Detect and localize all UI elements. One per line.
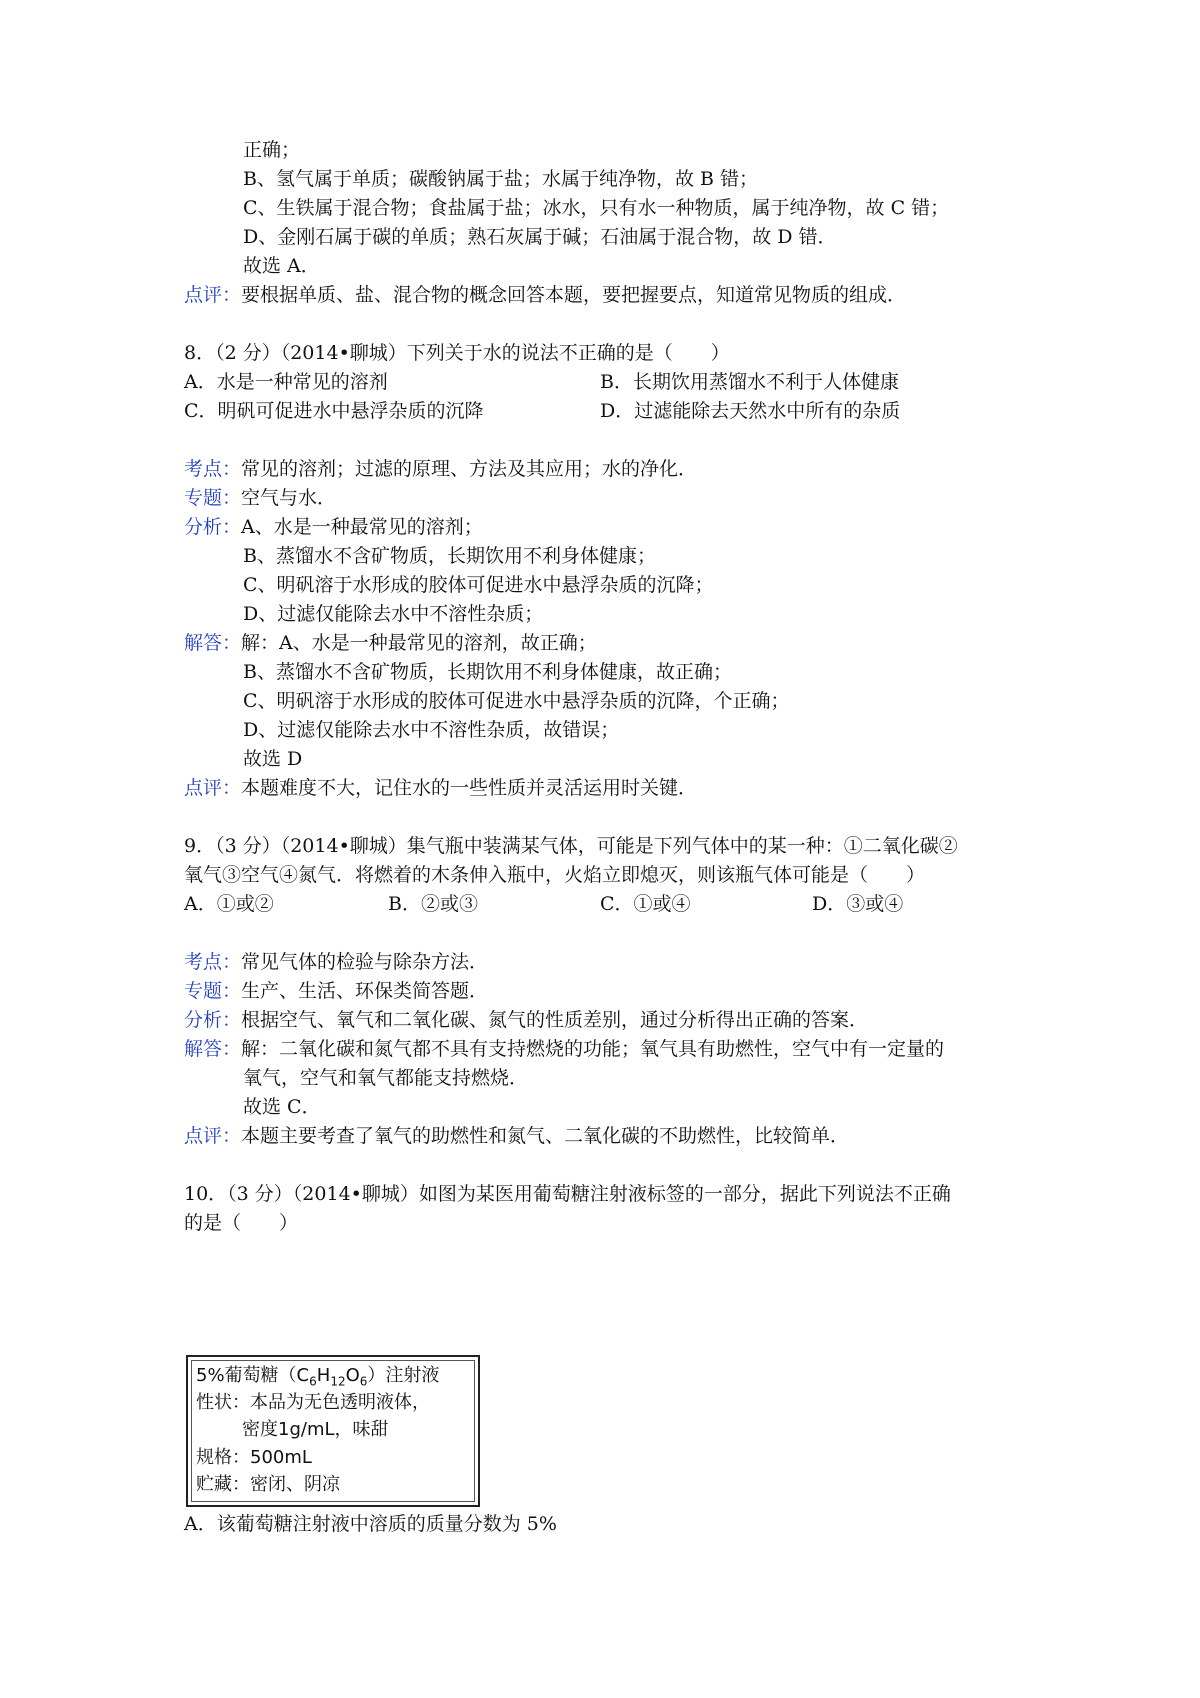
- label-line-density: 密度1g/mL，味甜: [242, 1419, 389, 1440]
- q9-fenxi: [184, 1008, 868, 1032]
- label-title-text: 5%葡萄糖（C: [196, 1365, 310, 1386]
- dianping-label: 点评：: [184, 1125, 242, 1147]
- label-line-property: 性状：本品为无色透明液体，: [196, 1392, 430, 1413]
- kaodian-text: 常见气体的检验与除杂方法．: [241, 951, 489, 973]
- jieda-label: 解答：: [184, 1038, 242, 1060]
- q9-option-b: B．②或③: [388, 893, 478, 915]
- q10-stem-line: 的是（ ）: [184, 1212, 299, 1234]
- q9-jieda: [184, 1037, 944, 1061]
- q8-jieda-line: B、蒸馏水不含矿物质，长期饮用不利身体健康，故正确；: [243, 661, 732, 683]
- q8-kaodian: [184, 457, 697, 481]
- label-line-title: [196, 1365, 439, 1393]
- zhuanti-text: 空气与水．: [241, 487, 337, 509]
- q8-option-d: D．过滤能除去天然水中所有的杂质: [600, 400, 901, 422]
- subscript: 12: [330, 1374, 346, 1389]
- q8-zhuanti: [184, 486, 336, 510]
- comment-text: 要根据单质、盐、混合物的概念回答本题，要把握要点，知道常见物质的组成．: [241, 284, 907, 306]
- dianping-text: 本题难度不大，记住水的一些性质并灵活运用时关键．: [241, 777, 698, 799]
- prev-text-line: B、氢气属于单质；碳酸钠属于盐；水属于纯净物，故 B 错；: [243, 168, 759, 190]
- q10-stem-line: 10．（3 分）（2014•聊城）如图为某医用葡萄糖注射液标签的一部分，据此下列说法不正确: [184, 1183, 951, 1205]
- q9-dianping: [184, 1124, 849, 1148]
- q8-option-a: A．水是一种常见的溶剂: [184, 371, 388, 393]
- q8-dianping: [184, 776, 697, 800]
- comment-label: 点评：: [184, 284, 242, 306]
- q9-option-a: A．①或②: [184, 893, 274, 915]
- q9-kaodian: [184, 950, 488, 974]
- kaodian-label: 考点：: [184, 951, 242, 973]
- q9-stem-line: 9．（3 分）（2014•聊城）集气瓶中装满某气体，可能是下列气体中的某一种：①二氧化碳②: [184, 835, 958, 857]
- jieda-text: 解：A、水是一种最常见的溶剂，故正确；: [241, 632, 597, 654]
- label-title-text: O: [345, 1365, 360, 1386]
- q8-jieda: [184, 631, 597, 655]
- q10-option-a: A．该葡萄糖注射液中溶质的质量分数为 5%: [184, 1513, 557, 1535]
- prev-text-line: D、金刚石属于碳的单质；熟石灰属于碱；石油属于混合物，故 D 错．: [243, 226, 837, 248]
- q8-fenxi: [184, 515, 483, 539]
- prev-comment: [184, 283, 906, 307]
- fenxi-text: A、水是一种最常见的溶剂；: [241, 516, 483, 538]
- q8-jieda-line: C、明矾溶于水形成的胶体可促进水中悬浮杂质的沉降，个正确；: [243, 690, 790, 712]
- q8-fenxi-line: D、过滤仅能除去水中不溶性杂质；: [243, 603, 544, 625]
- q9-zhuanti: [184, 979, 488, 1003]
- q9-jieda-line: 氧气，空气和氧气都能支持燃烧．: [243, 1067, 529, 1089]
- fenxi-label: 分析：: [184, 516, 242, 538]
- q8-option-c: C．明矾可促进水中悬浮杂质的沉降: [184, 400, 484, 422]
- q9-option-c: C．①或④: [600, 893, 691, 915]
- label-title-text: H: [316, 1365, 331, 1386]
- q8-stem: 8．（2 分）（2014•聊城）下列关于水的说法不正确的是（ ）: [184, 342, 730, 364]
- q9-option-d: D．③或④: [812, 893, 904, 915]
- jieda-text: 解：二氧化碳和氮气都不具有支持燃烧的功能；氧气具有助燃性，空气中有一定量的: [241, 1038, 945, 1060]
- fenxi-text: 根据空气、氧气和二氧化碳、氮气的性质差别，通过分析得出正确的答案．: [241, 1009, 869, 1031]
- zhuanti-text: 生产、生活、环保类简答题．: [241, 980, 489, 1002]
- q9-jieda-line: 故选 C．: [243, 1096, 321, 1118]
- subscript: 6: [359, 1374, 368, 1389]
- q8-jieda-line: 故选 D: [243, 748, 303, 770]
- label-line-spec: 规格：500mL: [196, 1447, 312, 1468]
- dianping-text: 本题主要考查了氧气的助燃性和氮气、二氧化碳的不助燃性，比较简单．: [241, 1125, 850, 1147]
- fenxi-label: 分析：: [184, 1009, 242, 1031]
- prev-text-line: C、生铁属于混合物；食盐属于盐；冰水，只有水一种物质，属于纯净物，故 C 错；: [243, 197, 950, 219]
- q8-option-b: B．长期饮用蒸馏水不利于人体健康: [600, 371, 899, 393]
- glucose-label-image: [186, 1355, 480, 1507]
- label-title-text: ）注射液: [367, 1365, 440, 1386]
- prev-text-line: 故选 A．: [243, 255, 320, 277]
- jieda-label: 解答：: [184, 632, 242, 654]
- kaodian-label: 考点：: [184, 458, 242, 480]
- q8-jieda-line: D、过滤仅能除去水中不溶性杂质，故错误；: [243, 719, 620, 741]
- zhuanti-label: 专题：: [184, 980, 242, 1002]
- dianping-label: 点评：: [184, 777, 242, 799]
- label-line-storage: 贮藏：密闭、阴凉: [196, 1474, 340, 1495]
- q8-fenxi-line: B、蒸馏水不含矿物质，长期饮用不利身体健康；: [243, 545, 656, 567]
- subscript: 6: [309, 1374, 317, 1389]
- zhuanti-label: 专题：: [184, 487, 242, 509]
- q9-stem-line: 氧气③空气④氮气．将燃着的木条伸入瓶中，火焰立即熄灭，则该瓶气体可能是（ ）: [184, 864, 926, 886]
- prev-text-line: 正确；: [243, 139, 301, 161]
- kaodian-text: 常见的溶剂；过滤的原理、方法及其应用；水的净化．: [241, 458, 698, 480]
- q8-fenxi-line: C、明矾溶于水形成的胶体可促进水中悬浮杂质的沉降；: [243, 574, 714, 596]
